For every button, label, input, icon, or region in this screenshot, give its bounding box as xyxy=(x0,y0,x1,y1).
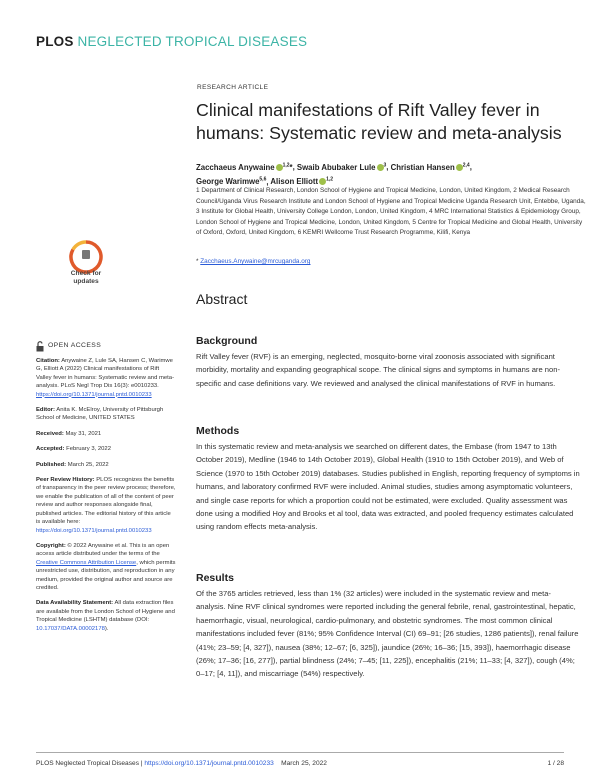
peer-review-link[interactable]: https://doi.org/10.1371/journal.pntd.0010233 xyxy=(36,527,152,534)
author[interactable]: Zacchaeus Anywaine $^{1,2}$* xyxy=(196,162,293,172)
footer-date: March 25, 2022 xyxy=(281,760,327,767)
journal-plos: PLOS xyxy=(36,34,74,49)
orcid-icon[interactable] xyxy=(319,178,326,185)
email-link[interactable]: Zacchaeus.Anywaine@mrcuganda.org xyxy=(200,258,311,265)
open-lock-icon xyxy=(36,341,44,352)
background-heading: Background xyxy=(196,335,258,347)
results-heading: Results xyxy=(196,572,234,584)
page-footer: PLOS Neglected Tropical Diseases | https://doi.org/10.1371/journal.pntd.0010233 March 25, 2022 xyxy=(36,760,327,767)
article-info-sidebar xyxy=(36,341,176,640)
check-for-updates-label[interactable]: Check for updates xyxy=(70,270,102,285)
citation-doi-link[interactable]: https://doi.org/10.1371/journal.pntd.0010233 xyxy=(36,391,152,398)
license-link[interactable]: Creative Commons Attribution License xyxy=(36,559,137,566)
methods-heading: Methods xyxy=(196,425,240,437)
results-text: Of the 3765 articles retrieved, less than 1% (32 articles) were included in the systematic review and meta-analysis. Nine RVF clinical syndromes were reported including the general febrile, renal, gastrointestinal, hepatic, haemorrhagic, visual, neurological, cardio-pulmonary, and obstetric syndromes. The most common clinical manifestations included fever (81%; 95% Confidence Interval (CI) 69–91; [26 studies, 1286 patients]), renal failure (41%; 23–59; [4, 327]), nausea (38%; 12–67; [6, 325]), jaundice (26%; 16–36; [15, 393]), haemorrhagic disease (26%; 17–36; [16, 277]), partial blindness (24%; 7–45; [11, 225]), encephalitis (21%; 11–33; [4, 327]), cough (4%; 0–17; [4, 11]), and miscarriage (54%) respectively. xyxy=(196,589,579,679)
methods-text: In this systematic review and meta-analysis we searched on different dates, the Embase (from 1947 to 13th October 2019), Medline (1946 to 14th October 2019), Global Health (1910 to 15th October 2019), and Web of Science (1970 to 15th October 2019) databases. Studies published in English, reporting frequency of symptoms in humans, and laboratory confirmed RVF were included. Animal studies, studies among asymptomatic volunteers, and single case reports for which a proportion could not be estimated, were excluded. Quality assessment was done using a modified Hoy and Brooks et al tool, data was extracted, and pooled frequency estimates calculated using random effects meta-analysis. xyxy=(196,442,580,532)
footer-doi-link[interactable]: https://doi.org/10.1371/journal.pntd.0010233 xyxy=(144,760,274,767)
accepted-date: Accepted: February 3, 2022 xyxy=(36,446,111,453)
footer-divider xyxy=(36,752,564,753)
data-doi-link[interactable]: 10.17037/DATA.00002178 xyxy=(36,625,105,632)
author[interactable]: Alison Elliott $^{1,2}$ xyxy=(270,176,334,187)
author[interactable]: George Warimwe$^{5,6}$ xyxy=(196,176,267,187)
author[interactable]: Christian Hansen $^{2,4}$ xyxy=(390,162,470,172)
received-date: Received: May 31, 2021 xyxy=(36,430,102,437)
abstract-heading: Abstract xyxy=(196,291,248,307)
background-text: Rift Valley fever (RVF) is an emerging, neglected, mosquito-borne viral zoonosis associated with significant morbidity, mortality and expanding geographical scope. The clinical signs and symptoms in humans are non-specific and case definitions vary. We reviewed and analysed the clinical manifestations of RVF in humans. xyxy=(196,352,560,388)
editor-block: Editor: Anita K. McElroy, University of Pittsburgh School of Medicine, UNITED STATES xyxy=(36,407,164,422)
published-date: Published: March 25, 2022 xyxy=(36,461,109,468)
open-access-badge: OPEN ACCESS xyxy=(36,341,176,352)
journal-title: NEGLECTED TROPICAL DISEASES xyxy=(73,34,308,49)
article-title: Clinical manifestations of Rift Valley fever in humans: Systematic review and meta-analysis xyxy=(196,100,562,143)
affiliations: 1 Department of Clinical Research, London School of Hygiene and Tropical Medicine, London, United Kingdom, 2 Medical Research Council/Uganda Virus Research Institute and London School of Hygiene and Tropical Medicine Uganda Research Unit, Entebbe, Uganda, 3 Institute for Global Health, University College London, London, United Kingdom, 4 MRC International Statistics & Epidemiology Group, London School of Hygiene and Tropical Medicine, London, United Kingdom, 5 Centre for Tropical Medicine and Global Health, University of Oxford, Oxford, United Kingdom, 6 KEMRI Wellcome Trust Research Programme, Kilifi, Kenya xyxy=(196,187,586,236)
data-availability-block: Data Availability Statement: All data extraction files are available from the London School of Hygiene and Tropical Medicine (LSHTM) database (DOI: 10.17037/DATA.00002178). xyxy=(36,600,175,632)
orcid-icon[interactable] xyxy=(377,164,384,171)
peer-review-block: Peer Review History: PLOS recognizes the benefits of transparency in the peer review process; therefore, we enable the publication of all of the content of peer review and author responses alongside final, published articles. The editorial history of this article is available here: https://doi.org/10.1371/journal.pntd.0010233 xyxy=(36,477,176,534)
page-number: 1 / 28 xyxy=(547,760,564,767)
author-list: Zacchaeus Anywaine $^{1,2}$*, Swaib Abubaker Lule $^3$, Christian Hansen $^{2,4}$, George Warimwe$^{5,6}$, Alison Elliott $^{1,2}$ xyxy=(196,162,472,187)
author[interactable]: Swaib Abubaker Lule $^3$ xyxy=(296,162,387,172)
orcid-icon[interactable] xyxy=(456,164,463,171)
copyright-block: Copyright: © 2022 Anywaine et al. This is an open access article distributed under the terms of the Creative Commons Attribution License, which permits unrestricted use, distribution, and reproduction in any medium, provided the original author and source are credited. xyxy=(36,542,176,591)
citation-block: Citation: Anywaine Z, Lule SA, Hansen C, Warimwe G, Elliott A (2022) Clinical manifestations of Rift Valley fever in humans: Systematic review and meta-analysis. PLoS Negl Trop Dis 16(3): e0010233. https://doi.org/10.1371/journal.pntd.0010233 xyxy=(36,358,175,398)
article-type: RESEARCH ARTICLE xyxy=(197,84,269,91)
journal-name xyxy=(36,34,307,49)
orcid-icon[interactable] xyxy=(276,164,283,171)
corresponding-email: * Zacchaeus.Anywaine@mrcuganda.org xyxy=(196,258,311,265)
